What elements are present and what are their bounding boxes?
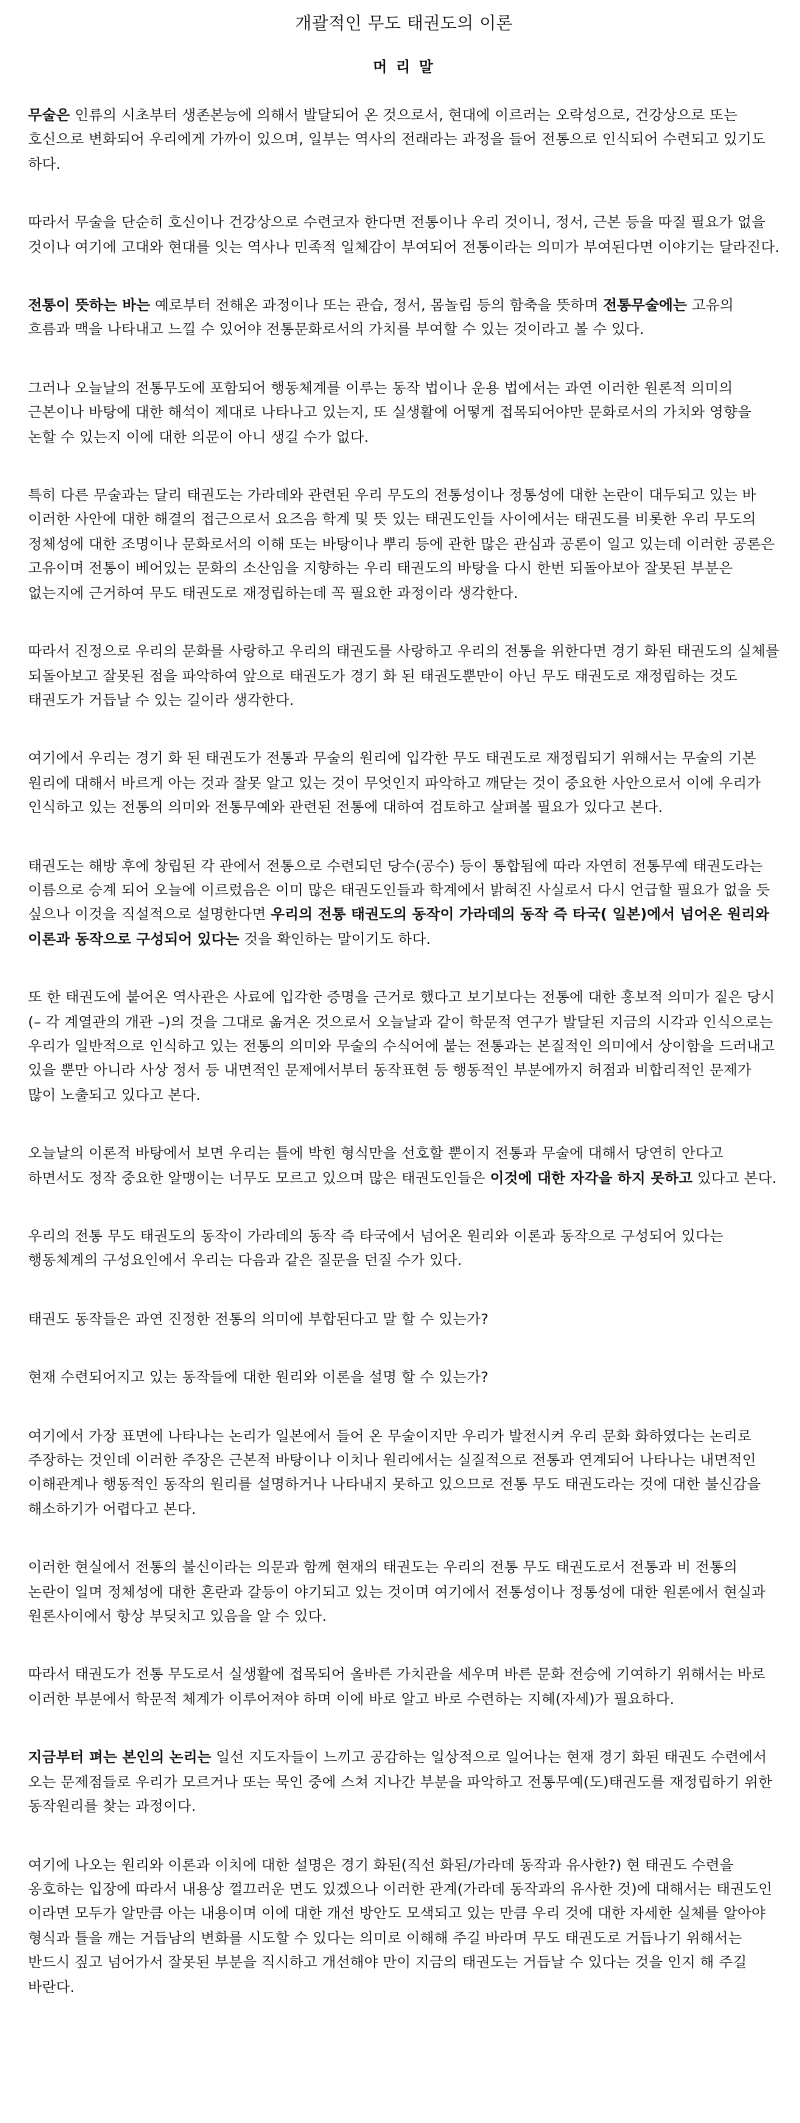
paragraph xyxy=(28,294,780,343)
text-run: 여기에서 가장 표면에 나타나는 논리가 일본에서 들어 온 무술이지만 우리가 발전시켜 우리 문화 화하였다는 논리로 주장하는 것인데 이러한 주장은 근본적 바탕이나 이치나 원리에서는 실질적으로 전통과 연계되어 나타나는 내면적인 이해관계나 행동적인 동작의 원리를 설명하거나 나타내지 못하고 있으므로 전통 무도 태권도라는 것에 대한 불신감을 해소하기가 어렵다고 본다. xyxy=(28,1428,761,1518)
paragraph xyxy=(28,1308,780,1332)
paragraph xyxy=(28,377,780,450)
page-title: 개괄적인 무도 태권도의 이론 xyxy=(295,14,513,34)
bold-text-run: 지금부터 펴는 본인의 논리는 xyxy=(28,1750,212,1767)
text-run: 우리의 전통 무도 태권도의 동작이 가라데의 동작 즉 타국에서 넘어온 원리와 이론과 동작으로 구성되어 있다는 행동체계의 구성요인에서 우리는 다음과 같은 질문을 던질 수가 있다. xyxy=(28,1229,724,1270)
text-run: 일선 지도자들이 느끼고 공감하는 일상적으로 일어나는 현재 경기 화된 태권도 수련에서 오는 문제점들로 우리가 모르거나 또는 묵인 중에 스쳐 지나간 부분을 파악하고 전통무예(도)태권도를 재정립하기 위한 동작원리를 찾는 과정이다. xyxy=(28,1750,773,1816)
paragraph xyxy=(28,104,780,177)
paragraph xyxy=(28,986,780,1108)
paragraph xyxy=(28,211,780,260)
bold-text-run: 이것에 대한 자각을 하지 못하고 xyxy=(490,1170,693,1187)
text-run: 태권도는 해방 후에 창립된 각 관에서 전통으로 수련되던 당수(공수) 등이 통합됨에 따라 자연히 전통무예 태권도라는 이름으로 승계 되어 오늘에 이르렀음은 이미 많은 태권도인들과 학계에서 밝혀진 사실로서 다시 언급할 필요가 없을 듯 싶으나 이것을 직설적으로 설명한다면 xyxy=(28,858,771,924)
text-run: 따라서 무술을 단순히 호신이나 건강상으로 수련코자 한다면 전통이나 우리 것이니, 정서, 근본 등을 따질 필요가 없을 것이나 여기에 고대와 현대를 잇는 역사나 민족적 일체감이 부여되어 전통이라는 의미가 부여된다면 이야기는 달라진다. xyxy=(28,215,780,256)
bold-text-run: 전통이 뜻하는 바는 xyxy=(28,298,151,315)
text-run: 있다고 본다. xyxy=(692,1170,777,1187)
paragraph xyxy=(28,1225,780,1274)
text-run: 또 한 태권도에 붙어온 역사관은 사료에 입각한 증명을 근거로 했다고 보기보다는 전통에 대한 홍보적 의미가 짙은 당시(– 각 계열관의 개관 –)의 것을 그대로 옮겨온 것으로서 오늘날과 같이 학문적 연구가 발달된 지금의 시각과 인식으로는 우리가 일반적으로 인식하고 있는 전통의 의미와 무술의 수식어에 붙는 전통과는 본질적인 의미에서 상이함을 드러내고 있을 뿐만 아니라 사상 정서 등 내면적인 문제에서부터 동작표현 등 행동적인 부분에까지 허점과 비합리적인 문제가 많이 노출되고 있다고 본다. xyxy=(28,990,775,1104)
text-run: 여기에서 우리는 경기 화 된 태권도가 전통과 무술의 원리에 입각한 무도 태권도로 재정립되기 위해서는 무술의 기본 원리에 대해서 바르게 아는 것과 잘못 알고 있는 것이 무엇인지 파악하고 깨닫는 것이 중요한 사안으로서 이에 우리가 인식하고 있는 전통의 의미와 전통무예와 관련된 전통에 대하여 검토하고 살펴볼 필요가 있다고 본다. xyxy=(28,751,761,817)
paragraph xyxy=(28,1142,780,1191)
paragraph xyxy=(28,855,780,953)
text-run: 것을 확인하는 말이기도 하다. xyxy=(239,931,431,948)
paragraph xyxy=(28,1425,780,1523)
paragraph xyxy=(28,1854,780,2000)
text-run: 이러한 현실에서 전통의 불신이라는 의문과 함께 현재의 태권도는 우리의 전통 무도 태권도로서 전통과 비 전통의 논란이 일며 정체성에 대한 혼란과 갈등이 야기되고 있는 것이며 여기에서 전통성이나 정통성에 대한 원론에서 현실과 원론사이에서 항상 부딪치고 있음을 알 수 있다. xyxy=(28,1560,766,1626)
text-run: 여기에 나오는 원리와 이론과 이치에 대한 설명은 경기 화된(직선 화된/가라데 동작과 유사한?) 현 태권도 수련을 옹호하는 입장에 따라서 내용상 껄끄러운 면도 있겠으나 이러한 관계(가라데 동작과의 유사한 것)에 대해서는 태권도인 이라면 모두가 알만큼 아는 내용이며 이에 대한 개선 방안도 모색되고 있는 만큼 우리 것에 대한 자세한 실체를 알아야 형식과 틀을 깨는 거듭남의 변화를 시도할 수 있다는 의미로 이해해 주길 바라며 무도 태권도로 거듭나기 위해서는 반드시 짚고 넘어가서 잘못된 부분을 직시하고 개선해야 만이 지금의 태권도는 거듭날 수 있다는 것을 인지 해 주길 바란다. xyxy=(28,1857,773,1996)
text-run: 오늘날의 이론적 바탕에서 보면 우리는 틀에 박힌 형식만을 선호할 뿐이지 전통과 무술에 대해서 당연히 안다고 하면서도 정작 중요한 알맹이는 너무도 모르고 있으며 많은 태권도인들은 xyxy=(28,1146,724,1187)
paragraph xyxy=(28,1366,780,1390)
paragraph xyxy=(28,1746,780,1819)
bold-text-run: 전통무술에는 xyxy=(603,298,688,315)
bold-text-run: 우리의 전통 태권도의 동작이 가라데의 동작 즉 타국( 일본)에서 넘어온 원리와 이론과 동작으로 구성되어 있다는 xyxy=(28,907,770,948)
text-run: 인류의 시초부터 생존본능에 의해서 발달되어 온 것으로서, 현대에 이르러는 오락성으로, 건강상으로 또는 호신으로 변화되어 우리에게 가까이 있으며, 일부는 역사의 전래라는 과정을 들어 전통으로 인식되어 수련되고 있기도 하다. xyxy=(28,108,766,173)
text-run: 고유의 흐름과 맥을 나타내고 느낄 수 있어야 전통문화로서의 가치를 부여할 수 있는 것이라고 볼 수 있다. xyxy=(28,298,734,339)
text-run: 그러나 오늘날의 전통무도에 포함되어 행동체계를 이루는 동작 법이나 운용 법에서는 과연 이러한 원론적 의미의 근본이나 바탕에 대한 해석이 제대로 나타나고 있는지, 또 실생활에 어떻게 접목되어야만 문화로서의 가치와 영향을 논할 수 있는지 이에 대한 의문이 아니 생길 수가 없다. xyxy=(28,380,752,446)
text-run: 현재 수련되어지고 있는 동작들에 대한 원리와 이론을 설명 할 수 있는가? xyxy=(28,1370,489,1387)
text-run: 특히 다른 무술과는 달리 태권도는 가라데와 관련된 우리 무도의 전통성이나 정통성에 대한 논란이 대두되고 있는 바 이러한 사안에 대한 해결의 접근으로서 요즈음 학계 및 뜻 있는 태권도인들 사이에서는 태권도를 비롯한 우리 무도의 정체성에 대한 조명이나 문화로서의 이해 또는 바탕이나 뿌리 등에 관한 많은 관심과 공론이 일고 있는데 이러한 공론은 고유이며 전통이 베어있는 문화의 소산임을 지향하는 우리 태권도의 바탕을 다시 한번 되돌아보아 잘못된 부분은 없는지에 근거하여 무도 태권도로 재정립하는데 꼭 필요한 과정이라 생각한다. xyxy=(28,488,775,602)
text-run: 예로부터 전해온 과정이나 또는 관습, 정서, 몸놀림 등의 함축을 뜻하며 xyxy=(150,298,604,315)
text-run: 따라서 태권도가 전통 무도로서 실생활에 접목되어 올바른 가치관을 세우며 바른 문화 전승에 기여하기 위해서는 바로 이러한 부분에서 학문적 체계가 이루어져야 하며 이에 바로 알고 바로 수련하는 지혜(자세)가 필요하다. xyxy=(28,1667,766,1708)
text-run: 따라서 진정으로 우리의 문화를 사랑하고 우리의 태권도를 사랑하고 우리의 전통을 위한다면 경기 화된 태권도의 실체를 되돌아보고 잘못된 점을 파악하여 앞으로 태권도가 경기 화 된 태권도뿐만이 아닌 무도 태권도로 재정립하는 것도 태권도가 거듭날 수 있는 길이라 생각한다. xyxy=(28,644,780,709)
section-heading: 머 리 말 xyxy=(372,60,436,76)
paragraph xyxy=(28,747,780,820)
paragraph xyxy=(28,484,780,606)
paragraph xyxy=(28,640,780,713)
text-run: 태권도 동작들은 과연 진정한 전통의 의미에 부합된다고 말 할 수 있는가? xyxy=(28,1311,489,1328)
document-body xyxy=(28,104,780,2000)
paragraph xyxy=(28,1663,780,1712)
bold-text-run: 무술은 xyxy=(28,108,71,124)
paragraph xyxy=(28,1556,780,1629)
